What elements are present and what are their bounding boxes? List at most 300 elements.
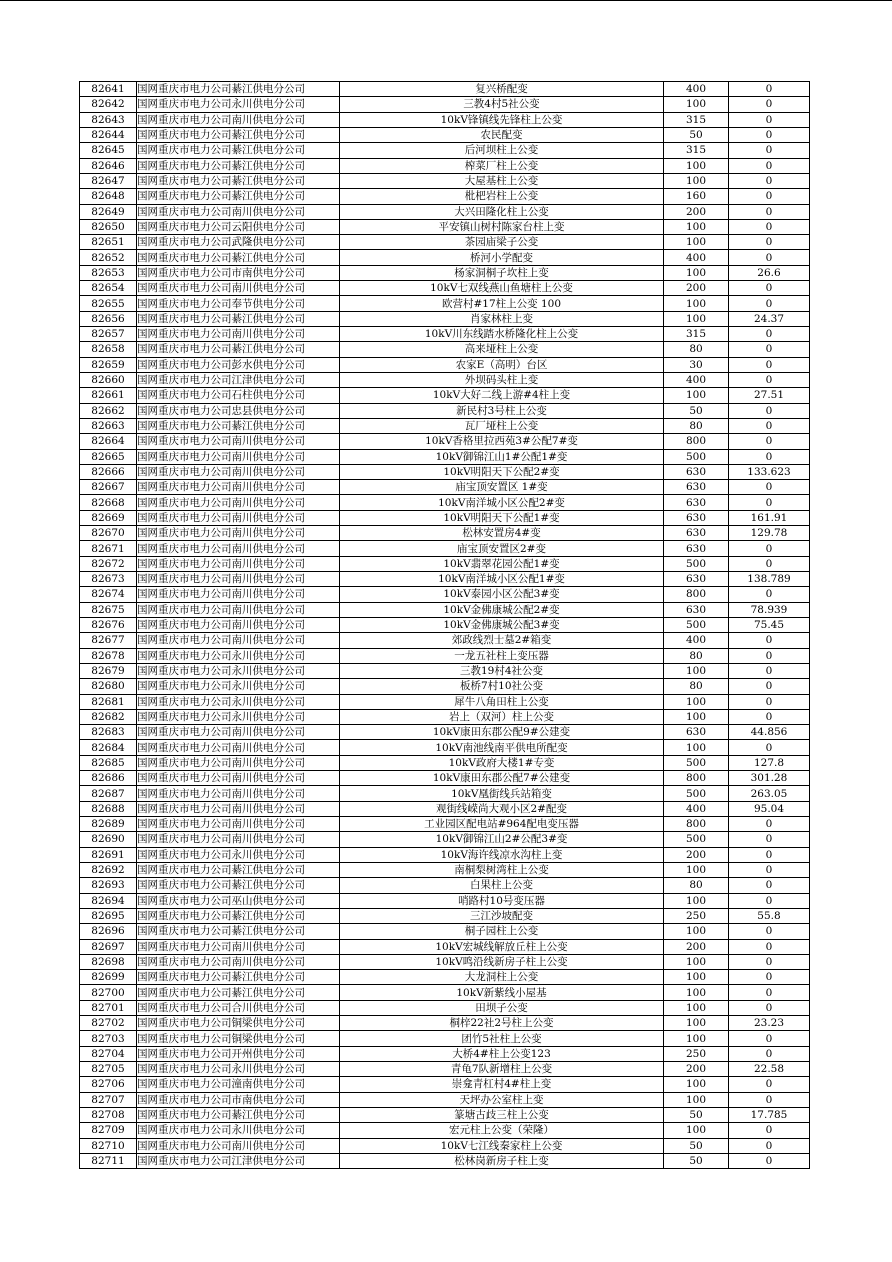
transformer-name-cell: 平安镇山树村陈家台柱上变 xyxy=(340,219,664,234)
value-cell: 0 xyxy=(729,663,810,678)
capacity-cell: 80 xyxy=(664,878,729,893)
company-cell: 国网重庆市电力公司綦江供电分公司 xyxy=(137,158,340,173)
company-cell: 国网重庆市电力公司綦江供电分公司 xyxy=(137,418,340,433)
company-cell: 国网重庆市电力公司綦江供电分公司 xyxy=(137,250,340,265)
company-cell: 国网重庆市电力公司南川供电分公司 xyxy=(137,617,340,632)
value-cell: 0 xyxy=(729,679,810,694)
table-row xyxy=(80,679,810,694)
company-cell: 国网重庆市电力公司南川供电分公司 xyxy=(137,587,340,602)
value-cell: 0 xyxy=(729,556,810,571)
company-cell: 国网重庆市电力公司永川供电分公司 xyxy=(137,679,340,694)
value-cell: 0 xyxy=(729,832,810,847)
company-cell: 国网重庆市电力公司南川供电分公司 xyxy=(137,602,340,617)
capacity-cell: 400 xyxy=(664,633,729,648)
capacity-cell: 630 xyxy=(664,725,729,740)
value-cell: 0 xyxy=(729,1031,810,1046)
record-id-cell: 82686 xyxy=(80,771,137,786)
value-cell: 0 xyxy=(729,878,810,893)
transformer-name-cell: 青龟7队新增柱上公变 xyxy=(340,1062,664,1077)
table-row xyxy=(80,862,810,877)
company-cell: 国网重庆市电力公司永川供电分公司 xyxy=(137,648,340,663)
table-row xyxy=(80,526,810,541)
company-cell: 国网重庆市电力公司南川供电分公司 xyxy=(137,526,340,541)
value-cell: 0 xyxy=(729,633,810,648)
value-cell: 0 xyxy=(729,342,810,357)
company-cell: 国网重庆市电力公司綦江供电分公司 xyxy=(137,189,340,204)
company-cell: 国网重庆市电力公司合川供电分公司 xyxy=(137,1000,340,1015)
capacity-cell: 500 xyxy=(664,832,729,847)
record-id-cell: 82696 xyxy=(80,924,137,939)
company-cell: 国网重庆市电力公司南川供电分公司 xyxy=(137,740,340,755)
transformer-name-cell: 10kV金佛康城公配3#变 xyxy=(340,617,664,632)
value-cell: 0 xyxy=(729,893,810,908)
table-row xyxy=(80,173,810,188)
record-id-cell: 82650 xyxy=(80,219,137,234)
table-row xyxy=(80,832,810,847)
company-cell: 国网重庆市电力公司南川供电分公司 xyxy=(137,556,340,571)
company-cell: 国网重庆市电力公司綦江供电分公司 xyxy=(137,908,340,923)
company-cell: 国网重庆市电力公司南川供电分公司 xyxy=(137,755,340,770)
capacity-cell: 100 xyxy=(664,235,729,250)
table-row xyxy=(80,82,810,97)
capacity-cell: 630 xyxy=(664,480,729,495)
record-id-cell: 82647 xyxy=(80,173,137,188)
record-id-cell: 82700 xyxy=(80,985,137,1000)
transformer-name-cell: 10kV大好二线上游#4柱上变 xyxy=(340,388,664,403)
transformer-name-cell: 工业园区配电站#964配电变压器 xyxy=(340,817,664,832)
record-id-cell: 82705 xyxy=(80,1062,137,1077)
capacity-cell: 315 xyxy=(664,143,729,158)
value-cell: 0 xyxy=(729,434,810,449)
transformer-name-cell: 10kV御锦江山2#公配3#变 xyxy=(340,832,664,847)
value-cell: 95.04 xyxy=(729,801,810,816)
value-cell: 0 xyxy=(729,235,810,250)
transformer-name-cell: 松林安置房4#变 xyxy=(340,526,664,541)
capacity-cell: 80 xyxy=(664,648,729,663)
value-cell: 0 xyxy=(729,480,810,495)
value-cell: 23.23 xyxy=(729,1016,810,1031)
transformer-name-cell: 10kV翡翠花园公配1#变 xyxy=(340,556,664,571)
record-id-cell: 82698 xyxy=(80,954,137,969)
value-cell: 0 xyxy=(729,158,810,173)
company-cell: 国网重庆市电力公司铜梁供电分公司 xyxy=(137,1031,340,1046)
capacity-cell: 200 xyxy=(664,281,729,296)
value-cell: 55.8 xyxy=(729,908,810,923)
transformer-name-cell: 一龙五社柱上变压器 xyxy=(340,648,664,663)
record-id-cell: 82682 xyxy=(80,709,137,724)
company-cell: 国网重庆市电力公司江津供电分公司 xyxy=(137,1153,340,1168)
value-cell: 0 xyxy=(729,143,810,158)
value-cell: 0 xyxy=(729,281,810,296)
transformer-name-cell: 10kV康田东郡公配9#公建变 xyxy=(340,725,664,740)
transformer-name-cell: 外坝码头柱上变 xyxy=(340,372,664,387)
record-id-cell: 82675 xyxy=(80,602,137,617)
company-cell: 国网重庆市电力公司綦江供电分公司 xyxy=(137,173,340,188)
capacity-cell: 100 xyxy=(664,158,729,173)
value-cell: 0 xyxy=(729,97,810,112)
transformer-name-cell: 10kV宏城线解放丘柱上公变 xyxy=(340,939,664,954)
company-cell: 国网重庆市电力公司綦江供电分公司 xyxy=(137,82,340,97)
value-cell: 24.37 xyxy=(729,311,810,326)
record-id-cell: 82708 xyxy=(80,1107,137,1122)
capacity-cell: 200 xyxy=(664,939,729,954)
table-row xyxy=(80,1046,810,1061)
transformer-name-cell: 新民村3号柱上公变 xyxy=(340,403,664,418)
transformer-name-cell: 大兴田隆化柱上公变 xyxy=(340,204,664,219)
capacity-cell: 500 xyxy=(664,786,729,801)
capacity-cell: 630 xyxy=(664,572,729,587)
table-row xyxy=(80,587,810,602)
value-cell: 0 xyxy=(729,1153,810,1168)
capacity-cell: 100 xyxy=(664,893,729,908)
transformer-name-cell: 10kV御锦江山1#公配1#变 xyxy=(340,449,664,464)
capacity-cell: 100 xyxy=(664,1031,729,1046)
record-id-cell: 82678 xyxy=(80,648,137,663)
company-cell: 国网重庆市电力公司奉节供电分公司 xyxy=(137,296,340,311)
capacity-cell: 160 xyxy=(664,189,729,204)
table-row xyxy=(80,1138,810,1153)
transformer-name-cell: 三教4村5社公变 xyxy=(340,97,664,112)
table-row xyxy=(80,388,810,403)
company-cell: 国网重庆市电力公司巫山供电分公司 xyxy=(137,893,340,908)
capacity-cell: 800 xyxy=(664,434,729,449)
table-row xyxy=(80,204,810,219)
table-row xyxy=(80,510,810,525)
table-row xyxy=(80,878,810,893)
transformer-name-cell: 瓦厂垭柱上公变 xyxy=(340,418,664,433)
table-row xyxy=(80,158,810,173)
company-cell: 国网重庆市电力公司南川供电分公司 xyxy=(137,541,340,556)
table-row xyxy=(80,1107,810,1122)
transformer-name-cell: 10kV南洋城小区公配1#变 xyxy=(340,572,664,587)
transformer-name-cell: 南桐梨树湾柱上公变 xyxy=(340,862,664,877)
value-cell: 127.8 xyxy=(729,755,810,770)
table-row xyxy=(80,449,810,464)
capacity-cell: 100 xyxy=(664,1000,729,1015)
table-row xyxy=(80,694,810,709)
record-id-cell: 82677 xyxy=(80,633,137,648)
table-row xyxy=(80,556,810,571)
table-row xyxy=(80,143,810,158)
record-id-cell: 82703 xyxy=(80,1031,137,1046)
company-cell: 国网重庆市电力公司江津供电分公司 xyxy=(137,372,340,387)
record-id-cell: 82694 xyxy=(80,893,137,908)
company-cell: 国网重庆市电力公司南川供电分公司 xyxy=(137,480,340,495)
value-cell: 0 xyxy=(729,204,810,219)
record-id-cell: 82666 xyxy=(80,464,137,479)
table-row xyxy=(80,893,810,908)
value-cell: 0 xyxy=(729,418,810,433)
transformer-name-cell: 岩上（双河）柱上公变 xyxy=(340,709,664,724)
table-row xyxy=(80,954,810,969)
company-cell: 国网重庆市电力公司綦江供电分公司 xyxy=(137,878,340,893)
capacity-cell: 800 xyxy=(664,587,729,602)
value-cell: 138.789 xyxy=(729,572,810,587)
company-cell: 国网重庆市电力公司南川供电分公司 xyxy=(137,817,340,832)
transformer-name-cell: 三江沙坡配变 xyxy=(340,908,664,923)
record-id-cell: 82670 xyxy=(80,526,137,541)
value-cell: 44.856 xyxy=(729,725,810,740)
transformer-name-cell: 10kV康田东郡公配7#公建变 xyxy=(340,771,664,786)
capacity-cell: 80 xyxy=(664,418,729,433)
capacity-cell: 100 xyxy=(664,265,729,280)
table-row xyxy=(80,541,810,556)
capacity-cell: 100 xyxy=(664,740,729,755)
capacity-cell: 250 xyxy=(664,908,729,923)
transformer-name-cell: 10kV明阳天下公配1#变 xyxy=(340,510,664,525)
value-cell: 129.78 xyxy=(729,526,810,541)
record-id-cell: 82665 xyxy=(80,449,137,464)
table-row xyxy=(80,1016,810,1031)
record-id-cell: 82697 xyxy=(80,939,137,954)
company-cell: 国网重庆市电力公司永川供电分公司 xyxy=(137,663,340,678)
table-row xyxy=(80,311,810,326)
company-cell: 国网重庆市电力公司南川供电分公司 xyxy=(137,464,340,479)
transformer-name-cell: 板桥7村10社公变 xyxy=(340,679,664,694)
transformer-name-cell: 10kV香格里拉西苑3#公配7#变 xyxy=(340,434,664,449)
transformer-name-cell: 三教19村4社公变 xyxy=(340,663,664,678)
capacity-cell: 100 xyxy=(664,97,729,112)
table-row xyxy=(80,1031,810,1046)
capacity-cell: 100 xyxy=(664,985,729,1000)
record-id-cell: 82690 xyxy=(80,832,137,847)
record-id-cell: 82644 xyxy=(80,127,137,142)
transformer-name-cell: 田坝子公变 xyxy=(340,1000,664,1015)
record-id-cell: 82702 xyxy=(80,1016,137,1031)
record-id-cell: 82645 xyxy=(80,143,137,158)
table-row xyxy=(80,372,810,387)
company-cell: 国网重庆市电力公司市南供电分公司 xyxy=(137,265,340,280)
capacity-cell: 100 xyxy=(664,296,729,311)
record-id-cell: 82695 xyxy=(80,908,137,923)
transformer-name-cell: 郊政线烈士墓2#箱变 xyxy=(340,633,664,648)
company-cell: 国网重庆市电力公司南川供电分公司 xyxy=(137,1138,340,1153)
company-cell: 国网重庆市电力公司忠县供电分公司 xyxy=(137,403,340,418)
transformer-name-cell: 桐子园柱上公变 xyxy=(340,924,664,939)
record-id-cell: 82663 xyxy=(80,418,137,433)
capacity-cell: 100 xyxy=(664,219,729,234)
company-cell: 国网重庆市电力公司铜梁供电分公司 xyxy=(137,1016,340,1031)
value-cell: 78.939 xyxy=(729,602,810,617)
company-cell: 国网重庆市电力公司南川供电分公司 xyxy=(137,771,340,786)
value-cell: 0 xyxy=(729,709,810,724)
record-id-cell: 82706 xyxy=(80,1077,137,1092)
table-row xyxy=(80,357,810,372)
record-id-cell: 82683 xyxy=(80,725,137,740)
capacity-cell: 50 xyxy=(664,1153,729,1168)
value-cell: 0 xyxy=(729,694,810,709)
transformer-name-cell: 农民配变 xyxy=(340,127,664,142)
company-cell: 国网重庆市电力公司市南供电分公司 xyxy=(137,1092,340,1107)
record-id-cell: 82643 xyxy=(80,112,137,127)
record-id-cell: 82668 xyxy=(80,495,137,510)
value-cell: 0 xyxy=(729,1092,810,1107)
capacity-cell: 800 xyxy=(664,771,729,786)
value-cell: 0 xyxy=(729,648,810,663)
transformer-name-cell: 庙宝顶安置区2#变 xyxy=(340,541,664,556)
company-cell: 国网重庆市电力公司永川供电分公司 xyxy=(137,847,340,862)
transformer-name-cell: 枇杷岩柱上公变 xyxy=(340,189,664,204)
capacity-cell: 50 xyxy=(664,127,729,142)
company-cell: 国网重庆市电力公司南川供电分公司 xyxy=(137,112,340,127)
transformer-name-cell: 10kV南池线南平供电所配变 xyxy=(340,740,664,755)
value-cell: 0 xyxy=(729,219,810,234)
table-row xyxy=(80,327,810,342)
transformer-name-cell: 10kV泰园小区公配3#变 xyxy=(340,587,664,602)
company-cell: 国网重庆市电力公司南川供电分公司 xyxy=(137,572,340,587)
record-id-cell: 82662 xyxy=(80,403,137,418)
record-id-cell: 82691 xyxy=(80,847,137,862)
transformer-name-cell: 桥河小学配变 xyxy=(340,250,664,265)
transformer-name-cell: 松林岗新房子柱上变 xyxy=(340,1153,664,1168)
capacity-cell: 100 xyxy=(664,1123,729,1138)
capacity-cell: 315 xyxy=(664,327,729,342)
table-row xyxy=(80,480,810,495)
table-row xyxy=(80,189,810,204)
transformer-name-cell: 崇龛青杠村4#柱上变 xyxy=(340,1077,664,1092)
company-cell: 国网重庆市电力公司南川供电分公司 xyxy=(137,939,340,954)
table-row xyxy=(80,1000,810,1015)
value-cell: 0 xyxy=(729,372,810,387)
value-cell: 0 xyxy=(729,847,810,862)
record-id-cell: 82687 xyxy=(80,786,137,801)
transformer-table xyxy=(79,81,810,1169)
table-row xyxy=(80,1062,810,1077)
table-row xyxy=(80,464,810,479)
table-row xyxy=(80,1153,810,1168)
record-id-cell: 82693 xyxy=(80,878,137,893)
capacity-cell: 100 xyxy=(664,388,729,403)
value-cell: 75.45 xyxy=(729,617,810,632)
record-id-cell: 82672 xyxy=(80,556,137,571)
company-cell: 国网重庆市电力公司南川供电分公司 xyxy=(137,801,340,816)
capacity-cell: 500 xyxy=(664,617,729,632)
table-row xyxy=(80,663,810,678)
record-id-cell: 82654 xyxy=(80,281,137,296)
value-cell: 0 xyxy=(729,1000,810,1015)
record-id-cell: 82684 xyxy=(80,740,137,755)
transformer-name-cell: 宏元柱上公变（荣隆） xyxy=(340,1123,664,1138)
capacity-cell: 250 xyxy=(664,1046,729,1061)
table-row xyxy=(80,939,810,954)
table-row xyxy=(80,418,810,433)
table-row xyxy=(80,617,810,632)
table-row xyxy=(80,219,810,234)
capacity-cell: 630 xyxy=(664,464,729,479)
record-id-cell: 82659 xyxy=(80,357,137,372)
table-row xyxy=(80,985,810,1000)
transformer-name-cell: 桐梓22社2号柱上公变 xyxy=(340,1016,664,1031)
company-cell: 国网重庆市电力公司南川供电分公司 xyxy=(137,725,340,740)
table-row xyxy=(80,342,810,357)
capacity-cell: 315 xyxy=(664,112,729,127)
transformer-name-cell: 10kV锋镇线先锋柱上公变 xyxy=(340,112,664,127)
company-cell: 国网重庆市电力公司綦江供电分公司 xyxy=(137,924,340,939)
record-id-cell: 82699 xyxy=(80,970,137,985)
capacity-cell: 200 xyxy=(664,847,729,862)
value-cell: 0 xyxy=(729,82,810,97)
value-cell: 301.28 xyxy=(729,771,810,786)
capacity-cell: 200 xyxy=(664,204,729,219)
company-cell: 国网重庆市电力公司石柱供电分公司 xyxy=(137,388,340,403)
table-row xyxy=(80,709,810,724)
value-cell: 0 xyxy=(729,924,810,939)
company-cell: 国网重庆市电力公司永川供电分公司 xyxy=(137,1123,340,1138)
transformer-name-cell: 团竹5社柱上公变 xyxy=(340,1031,664,1046)
value-cell: 26.6 xyxy=(729,265,810,280)
transformer-name-cell: 10kV鸣沿线新房子柱上公变 xyxy=(340,954,664,969)
capacity-cell: 630 xyxy=(664,541,729,556)
table-row xyxy=(80,648,810,663)
transformer-name-cell: 榨菜厂柱上公变 xyxy=(340,158,664,173)
transformer-name-cell: 肖家林柱上变 xyxy=(340,311,664,326)
value-cell: 0 xyxy=(729,1138,810,1153)
company-cell: 国网重庆市电力公司武隆供电分公司 xyxy=(137,235,340,250)
transformer-name-cell: 犀牛八角田柱上公变 xyxy=(340,694,664,709)
record-id-cell: 82657 xyxy=(80,327,137,342)
company-cell: 国网重庆市电力公司南川供电分公司 xyxy=(137,495,340,510)
value-cell: 0 xyxy=(729,127,810,142)
table-row xyxy=(80,127,810,142)
value-cell: 0 xyxy=(729,403,810,418)
capacity-cell: 400 xyxy=(664,82,729,97)
value-cell: 0 xyxy=(729,449,810,464)
record-id-cell: 82676 xyxy=(80,617,137,632)
transformer-name-cell: 10kV明阳天下公配2#变 xyxy=(340,464,664,479)
table-row xyxy=(80,1077,810,1092)
capacity-cell: 100 xyxy=(664,924,729,939)
capacity-cell: 30 xyxy=(664,357,729,372)
capacity-cell: 80 xyxy=(664,679,729,694)
record-id-cell: 82674 xyxy=(80,587,137,602)
company-cell: 国网重庆市电力公司綦江供电分公司 xyxy=(137,1107,340,1122)
table-row xyxy=(80,296,810,311)
record-id-cell: 82710 xyxy=(80,1138,137,1153)
capacity-cell: 500 xyxy=(664,556,729,571)
transformer-name-cell: 10kV海许线凉水沟柱上变 xyxy=(340,847,664,862)
transformer-name-cell: 杨家洞桐子坎柱上变 xyxy=(340,265,664,280)
value-cell: 0 xyxy=(729,250,810,265)
value-cell: 0 xyxy=(729,954,810,969)
company-cell: 国网重庆市电力公司南川供电分公司 xyxy=(137,633,340,648)
record-id-cell: 82689 xyxy=(80,817,137,832)
capacity-cell: 50 xyxy=(664,1107,729,1122)
record-id-cell: 82711 xyxy=(80,1153,137,1168)
company-cell: 国网重庆市电力公司南川供电分公司 xyxy=(137,281,340,296)
company-cell: 国网重庆市电力公司南川供电分公司 xyxy=(137,434,340,449)
value-cell: 17.785 xyxy=(729,1107,810,1122)
company-cell: 国网重庆市电力公司綦江供电分公司 xyxy=(137,143,340,158)
record-id-cell: 82661 xyxy=(80,388,137,403)
transformer-name-cell: 10kV七江线秦家柱上公变 xyxy=(340,1138,664,1153)
table-row xyxy=(80,725,810,740)
record-id-cell: 82680 xyxy=(80,679,137,694)
company-cell: 国网重庆市电力公司綦江供电分公司 xyxy=(137,127,340,142)
page-top-rule xyxy=(0,0,892,1)
capacity-cell: 100 xyxy=(664,663,729,678)
company-cell: 国网重庆市电力公司綦江供电分公司 xyxy=(137,970,340,985)
capacity-cell: 630 xyxy=(664,602,729,617)
company-cell: 国网重庆市电力公司永川供电分公司 xyxy=(137,709,340,724)
table-row xyxy=(80,633,810,648)
value-cell: 0 xyxy=(729,357,810,372)
table-row xyxy=(80,847,810,862)
capacity-cell: 630 xyxy=(664,495,729,510)
company-cell: 国网重庆市电力公司綦江供电分公司 xyxy=(137,985,340,1000)
transformer-name-cell: 白果柱上公变 xyxy=(340,878,664,893)
value-cell: 0 xyxy=(729,740,810,755)
company-cell: 国网重庆市电力公司綦江供电分公司 xyxy=(137,862,340,877)
